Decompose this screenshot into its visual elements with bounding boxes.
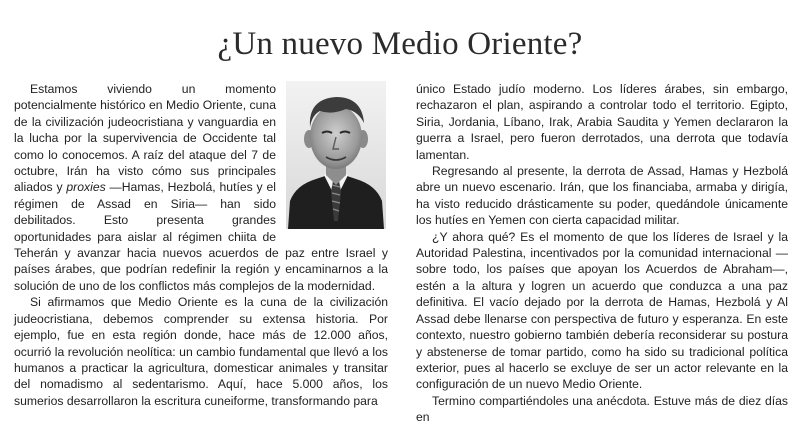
right-column: [416, 81, 788, 426]
right-paragraph-4: Termino compartiéndoles una anécdota. Estuve más de diez días en: [416, 393, 788, 425]
left-column: [14, 81, 388, 409]
right-paragraph-2: Regresando al presente, la derrota de Assad, Hamas y Hezbolá abre un nuevo escenario. Irán, que los financiaba, armaba y dirigía, ha visto reducido drásticamente su poder, quedándole únicamente los hutíes en Yemen con cierta capacidad militar.: [416, 164, 788, 228]
right-paragraph-3: ¿Y ahora qué? Es el momento de que los líderes de Israel y la Autoridad Palestina, incentivados por la comunidad internacional —sobre todo, los países que apoyan los Acuerdos de Abraham—, estén a la altura y logren un acuerdo que conduzca a una paz definitiva. El vacío dejado por la derrota de Hamas, Hezbolá y Al Assad debe llenarse con perspectiva de futuro y esperanza. En este contexto, nuestro gobierno también debería reconsiderar su postura y abstenerse de tomar partido, como ha sido su tradicional política exterior, pues al hacerlo se excluye de ser un actor relevante en la configuración de un nuevo Medio Oriente.: [416, 229, 788, 392]
italic-term: proxies: [66, 180, 106, 195]
author-portrait-icon: [286, 81, 386, 229]
left-paragraph-1: Estamos viviendo un momento potencialmente histórico en Medio Oriente, cuna de la civilización judeocristiana y vanguardia en la lucha por la supervivencia de Occidente tal como lo conocemos. A raíz del ataque del 7 de octubre, Irán ha visto cómo sus principales aliados y proxies —Hamas, Hezbolá, hutíes y el régimen de Assad en Siria— han sido debilitados. Esto presenta grandes oportunidades para aislar al régimen chiita de Teherán y avanzar hacia nuevos acuerdos de paz entre Israel y países árabes, que podrían redefinir la región y encaminarnos a la solución de uno de los conflictos más complejos de la modernidad.: [14, 82, 388, 293]
right-paragraph-1: único Estado judío moderno. Los líderes árabes, sin embargo, rechazaron el plan, aspirando a controlar todo el territorio. Egipto, Siria, Jordania, Líbano, Irak, Arabia Saudita y Yemen declararon la guerra a Israel, pero fueron derrotados, una derrota que todavía lamentan.: [416, 82, 788, 162]
left-paragraph-2: Si afirmamos que Medio Oriente es la cuna de la civilización judeocristiana, debemos comprender su extensa historia. Por ejemplo, fue en esta región donde, hace más de 12.000 años, ocurrió la revolución neolítica: un cambio fundamental que llevó a los humanos a practicar la agricultura, domesticar animales y transitar del nomadismo al sedentarismo. Aquí, hace 5.000 años, los sumerios desarrollaron la escritura cuneiforme, transformando para: [14, 295, 388, 408]
author-photo: [286, 81, 386, 229]
article-title: ¿Un nuevo Medio Oriente?: [217, 26, 583, 62]
